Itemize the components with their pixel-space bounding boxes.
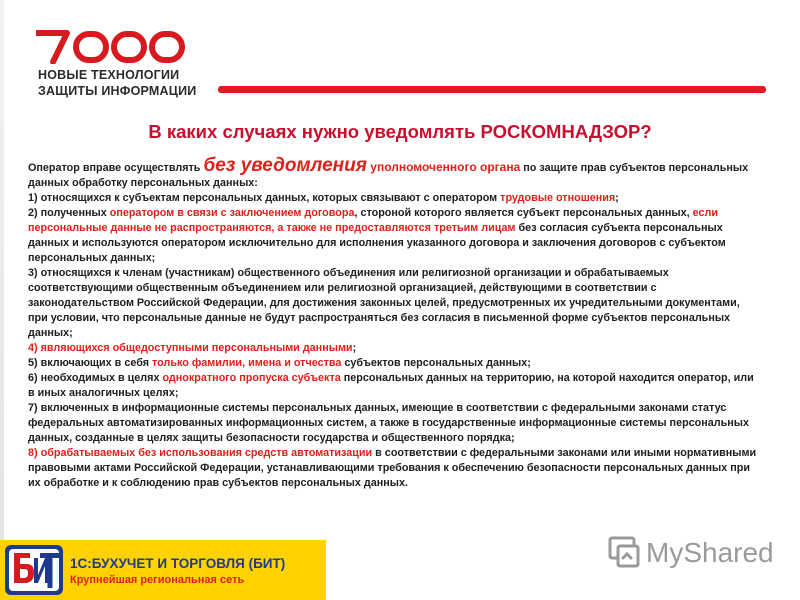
list-item: 6) необходимых в целях однократного пропуска субъекта персональных данных на территорию, на которой находится оператор, или в иных аналогичных целях; — [28, 372, 754, 399]
highlight: однократного пропуска субъекта — [162, 372, 341, 384]
intro-highlight-2: уполномоченного органа — [366, 160, 521, 174]
slide-title: В каких случаях нужно уведомлять РОСКОМНАДЗОР? — [148, 121, 652, 142]
footer-title: 1С:БУХУЧЕТ И ТОРГОВЛЯ (БИТ) — [70, 556, 286, 571]
intro-text-2: по защите прав субъектов персональных данных обработку персональных данных: — [28, 162, 749, 189]
logo-tagline-1: НОВЫЕ ТЕХНОЛОГИИ — [38, 68, 180, 82]
list-item: 2) полученных оператором в связи с заключением договора, стороной которого является субъект персональных данных, если персональные данные не распространяются, а также не предоставляются третьим лицам без согласия субъекта персональных данных и используются оператором исключительно для исполнения указанного договора и заключения договоров с субъектом персональных данных; — [28, 207, 726, 264]
intro-paragraph — [28, 155, 760, 191]
logo-tagline-2: ЗАЩИТЫ ИНФОРМАЦИИ — [38, 84, 197, 98]
myshared-logo-icon — [606, 536, 640, 570]
footer-banner — [0, 540, 326, 600]
list-item: 1) относящихся к субъектам персональных данных, которых связывают с оператором трудовые отношения; — [28, 192, 619, 204]
header-divider — [218, 86, 766, 93]
list-item: 7) включенных в информационные системы персональных данных, имеющие в соответствии с федеральными законами статус федеральных автоматизированных информационных систем, а также в государственные информационные системы персональных данных, созданные в целях защиты безопасности государства и общественного порядка; — [28, 402, 750, 444]
watermark-text: MyShared — [646, 537, 774, 568]
slide-body — [28, 155, 760, 491]
left-edge-stripe — [0, 0, 4, 600]
highlight: обрабатываемых без использования средств автоматизации — [40, 447, 373, 459]
logo-7000-icon — [36, 30, 186, 64]
bit-logo-icon — [4, 544, 64, 596]
footer-subtitle: Крупнейшая региональная сеть — [70, 574, 245, 586]
intro-text: Оператор вправе осуществлять — [28, 162, 204, 174]
intro-highlight: без уведомления — [203, 155, 367, 176]
highlight: являющихся общедоступными персональными данными — [40, 342, 353, 354]
myshared-watermark — [606, 534, 774, 574]
list-item: 5) включающих в себя только фамилии, имена и отчества субъектов персональных данных; — [28, 357, 531, 369]
highlight: трудовые отношения — [500, 192, 616, 204]
list-item: 3) относящихся к членам (участникам) общественного объединения или религиозной организации и обрабатываемых соответствующими общественным объединением или религиозной организацией, действующими в соответствии с законодательством Российской Федерации, для достижения законных целей, предусмотренных их учредительными документами, при условии, что персональные данные не будут распространяться без согласия в письменной форме субъектов персональных данных; — [28, 267, 740, 339]
company-logo — [36, 30, 196, 100]
highlight: оператором в связи с заключением договора — [109, 207, 355, 219]
highlight: только фамилии, имена и отчества — [152, 357, 342, 369]
highlight: если персональные данные не распространяются, а также не предоставляются третьим лицам — [28, 207, 718, 234]
list-item: 8) обрабатываемых без использования средств автоматизации в соответствии с федеральными законами или иными нормативными правовыми актами Российской Федерации, устанавливающими требования к обеспечению безопасности персональных данных при их обработке и к соблюдению прав субъектов персональных данных. — [28, 447, 757, 489]
list-item: 4) являющихся общедоступными персональными данными; — [28, 342, 357, 354]
